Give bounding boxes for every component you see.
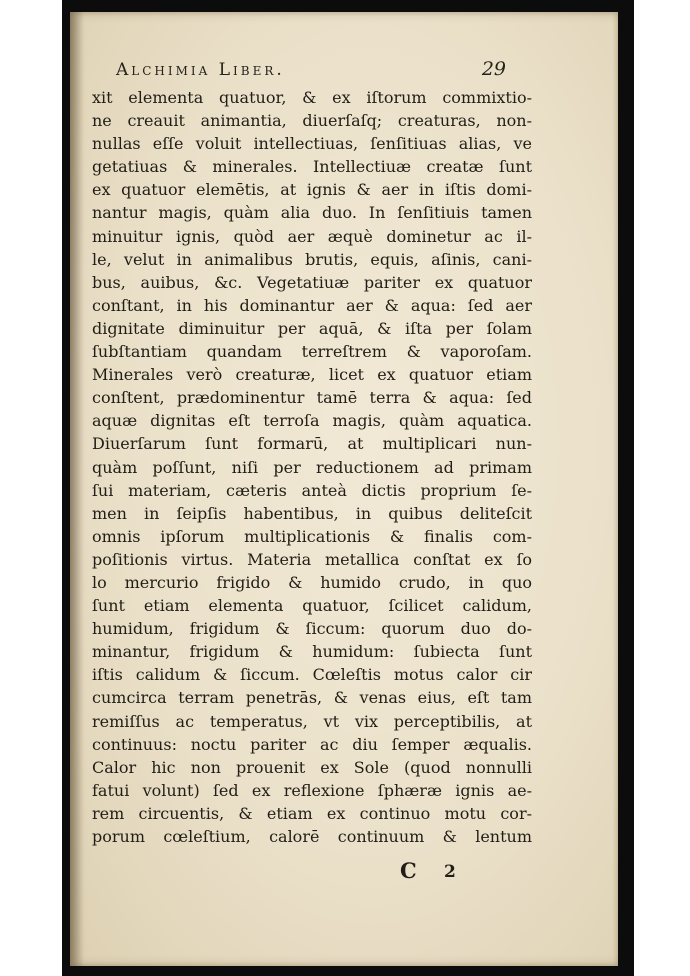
text-line: cumcirca terram penetrās, & venas eius, eſt tam (92, 688, 532, 708)
text-line: aquæ dignitas eſt terroſa magis, quàm aquatica. (92, 411, 532, 431)
signature-letter: C (400, 858, 417, 883)
text-line: continuus: noctu pariter ac diu ſemper æqualis. (92, 734, 532, 754)
text-line: ſubſtantiam quandam terreſtrem & vaporoſam. (92, 342, 532, 362)
text-line: ex quatuor elemētis, at ignis & aer in iſtis domi- (92, 180, 532, 200)
text-line: iſtis calidum & ſiccum. Cœleſtis motus calor cir (92, 665, 532, 685)
text-line: getatiuas & minerales. Intellectiuæ creatæ ſunt (92, 157, 532, 177)
text-line: remiſſus ac temperatus, vt vix perceptibilis, at (92, 711, 532, 731)
body-text (92, 86, 532, 848)
text-line: Diuerſarum ſunt formarū, at multiplicari nun- (92, 434, 532, 454)
text-line: minuitur ignis, quòd aer æquè dominetur ac il- (92, 226, 532, 246)
text-line: porum cœleſtium, calorē continuum & lentum (92, 827, 532, 846)
signature-number: 2 (444, 862, 456, 882)
page-number: 29 (481, 58, 506, 80)
running-head (116, 58, 506, 86)
text-line: nullas eſſe voluit intellectiuas, ſenſitiuas alias, ve (92, 134, 532, 154)
gutter-shadow (70, 12, 84, 966)
text-line: nantur magis, quàm alia duo. In ſenſitiuis tamen (92, 203, 532, 223)
text-line: xit elementa quatuor, & ex iſtorum commixtio- (92, 88, 532, 107)
text-line: conſtent, prædominentur tamē terra & aqua: ſed (92, 388, 532, 408)
text-line: bus, auibus, &c. Vegetatiuæ pariter ex quatuor (92, 272, 532, 292)
text-line: fatui volunt) ſed ex reflexione ſphæræ ignis ae- (92, 780, 532, 800)
text-line: ſunt etiam elementa quatuor, ſcilicet calidum, (92, 596, 532, 616)
text-line: dignitate diminuitur per aquā, & iſta per ſolam (92, 318, 532, 338)
text-line: Minerales verò creaturæ, licet ex quatuor etiam (92, 365, 532, 385)
text-line: lo mercurio frigido & humido crudo, in quo (92, 572, 532, 592)
text-line: poſitionis virtus. Materia metallica conſtat ex ſo (92, 549, 532, 569)
text-line: quàm poſſunt, niſi per reductionem ad primam (92, 457, 532, 477)
text-line: humidum, frigidum & ſiccum: quorum duo do- (92, 619, 532, 639)
text-line: minantur, frigidum & humidum: ſubiecta ſunt (92, 642, 532, 662)
text-line: ſui materiam, cæteris anteà dictis proprium ſe- (92, 480, 532, 500)
text-line: le, velut in animalibus brutis, equis, aſinis, cani- (92, 249, 532, 269)
text-line: rem circuentis, & etiam ex continuo motu cor- (92, 803, 532, 823)
text-line: ne creauit animantia, diuerſaſq; creaturas, non- (92, 111, 532, 131)
text-line: men in ſeipſis habentibus, in quibus deliteſcit (92, 503, 532, 523)
text-line: conſtant, in his dominantur aer & aqua: ſed aer (92, 295, 532, 315)
running-title: Alchimia Liber. (116, 60, 285, 80)
signature-mark (400, 858, 480, 886)
text-line: omnis ipſorum multiplicationis & finalis com- (92, 526, 532, 546)
text-line: Calor hic non prouenit ex Sole (quod nonnulli (92, 757, 532, 777)
